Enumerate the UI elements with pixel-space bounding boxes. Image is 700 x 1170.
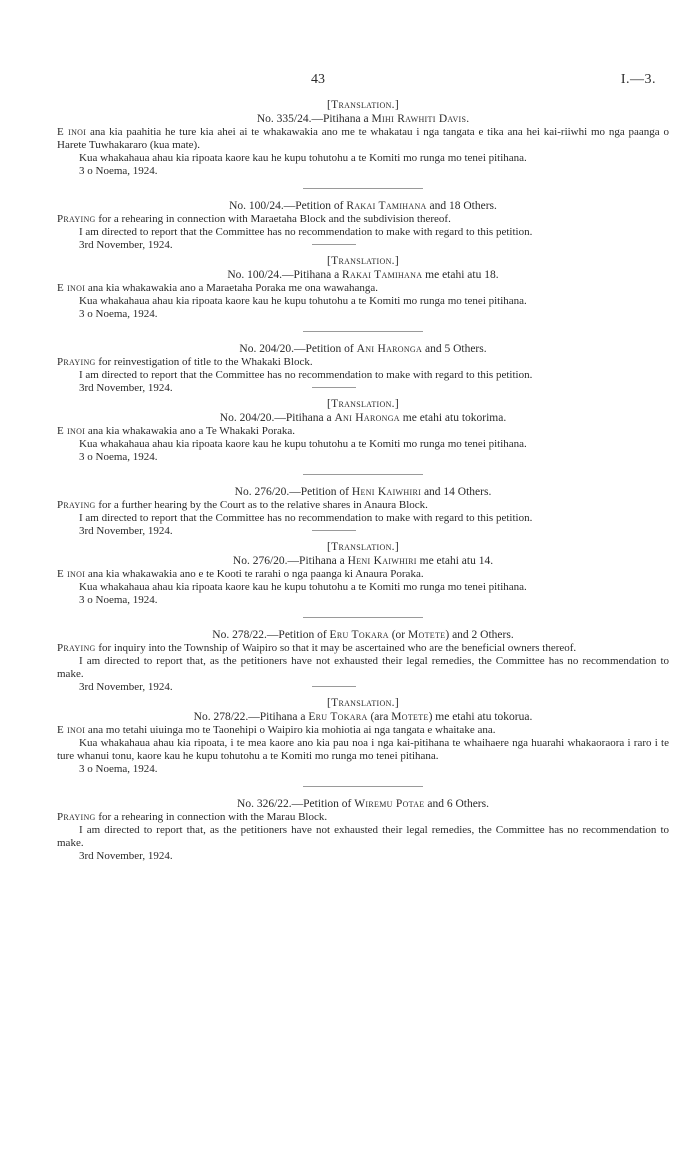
petitioner-name: Ani Haronga bbox=[334, 412, 400, 424]
report-date: 3 o Noema, 1924. bbox=[79, 451, 158, 463]
petitioner-name: Heni Kaiwhiri bbox=[347, 555, 417, 567]
short-divider bbox=[312, 244, 356, 245]
report-date: 3 o Noema, 1924. bbox=[79, 165, 158, 177]
petition-entry bbox=[57, 342, 669, 394]
petition-entry bbox=[57, 797, 669, 863]
petitioner-name: Wiremu Potae bbox=[354, 798, 425, 810]
committee-report: I am directed to report that the Committee has no recommendation to make with regard to this petition. bbox=[79, 512, 533, 524]
translation-heading: [Translation.] bbox=[327, 398, 399, 410]
committee-report: Kua whakahaua ahau kia ripoata kaore kau he kupu tohutohu a te Komiti mo runga mo tenei pitihana. bbox=[79, 152, 527, 164]
petition-entry bbox=[57, 628, 669, 693]
petition-prayer: Praying for a rehearing in connection with Maraetaha Block and the subdivision thereof. bbox=[57, 213, 451, 225]
petitioner-alias: Motete bbox=[391, 711, 429, 723]
report-date: 3 o Noema, 1924. bbox=[79, 594, 158, 606]
petition-entry bbox=[57, 485, 669, 537]
page-number: 43 bbox=[311, 72, 325, 87]
petition-prayer: Praying for reinvestigation of title to the Whakaki Block. bbox=[57, 356, 313, 368]
petitioner-name: Eru Tokara bbox=[308, 711, 368, 723]
section-divider bbox=[303, 188, 423, 189]
petition-title: No. 100/24.—Petition of Rakai Tamihana and 18 Others. bbox=[229, 200, 497, 212]
petitioner-name: Rakai Tamihana bbox=[346, 200, 427, 212]
petition-title: No. 204/20.—Pitihana a Ani Haronga me etahi atu tokorima. bbox=[219, 412, 507, 424]
committee-report: Kua whakahaua ahau kia ripoata, i te mea kaore ano kia pau noa i nga kai-pitihana te whaihaere nga huarahi whakaoraora i raro i te ture whanui tonu, kaore kau he kupu tohutohu a te Komiti mo runga mo tenei pitihana. bbox=[57, 737, 669, 762]
petitioner-name: Eru Tokara bbox=[329, 629, 389, 641]
committee-report: Kua whakahaua ahau kia ripoata kaore kau he kupu tohutohu a te Komiti mo runga mo tenei pitihana. bbox=[79, 581, 527, 593]
petition-prayer: Praying for a further hearing by the Court as to the relative shares in Anaura Block. bbox=[57, 499, 428, 511]
petition-prayer: E inoi ana kia whakawakia ano a Te Whakaki Poraka. bbox=[57, 425, 296, 437]
page-reference: I.—3. bbox=[620, 72, 656, 87]
translation-heading: [Translation.] bbox=[327, 99, 399, 111]
petition-title: No. 326/22.—Petition of Wiremu Potae and 6 Others. bbox=[237, 798, 489, 810]
committee-report: I am directed to report that the Committee has no recommendation to make with regard to this petition. bbox=[79, 226, 533, 238]
section-divider bbox=[303, 474, 423, 475]
petitioner-name: Mihi Rawhiti Davis bbox=[371, 113, 467, 125]
committee-report: I am directed to report that the Committee has no recommendation to make with regard to this petition. bbox=[79, 369, 533, 381]
petition-entry bbox=[57, 696, 669, 776]
petition-title: No. 276/20.—Petition of Heni Kaiwhiri and 14 Others. bbox=[234, 486, 492, 498]
petition-entry bbox=[57, 540, 669, 607]
translation-heading: [Translation.] bbox=[327, 541, 399, 553]
petition-entry bbox=[57, 199, 669, 251]
petitioner-alias: Motete bbox=[408, 629, 446, 641]
report-date: 3rd November, 1924. bbox=[79, 525, 173, 537]
petition-title: No. 100/24.—Pitihana a Rakai Tamihana me etahi atu 18. bbox=[227, 269, 499, 281]
petition-title: No. 278/22.—Petition of Eru Tokara (or Motete) and 2 Others. bbox=[212, 629, 514, 641]
petition-prayer: E inoi ana kia whakawakia ano e te Kooti te rarahi o nga paanga ki Anaura Poraka. bbox=[57, 568, 424, 580]
committee-report: Kua whakahaua ahau kia ripoata kaore kau he kupu tohutohu a te Komiti mo runga mo tenei pitihana. bbox=[79, 438, 527, 450]
committee-report: Kua whakahaua ahau kia ripoata kaore kau he kupu tohutohu a te Komiti mo runga mo tenei pitihana. bbox=[79, 295, 527, 307]
translation-heading: [Translation.] bbox=[327, 255, 399, 267]
petitioner-name: Rakai Tamihana bbox=[342, 269, 423, 281]
page-header bbox=[0, 72, 700, 92]
report-date: 3rd November, 1924. bbox=[79, 850, 173, 862]
petition-prayer: Praying for a rehearing in connection with the Marau Block. bbox=[57, 811, 328, 823]
petition-entry bbox=[57, 397, 669, 464]
petition-title: No. 276/20.—Pitihana a Heni Kaiwhiri me etahi atu 14. bbox=[232, 555, 494, 567]
petitioner-name: Ani Haronga bbox=[356, 343, 423, 355]
short-divider bbox=[312, 530, 356, 531]
petition-entry bbox=[57, 254, 669, 321]
petition-title: No. 335/24.—Pitihana a Mihi Rawhiti Davis. bbox=[256, 113, 470, 125]
short-divider bbox=[312, 686, 356, 687]
report-date: 3rd November, 1924. bbox=[79, 681, 173, 693]
petitions-content bbox=[57, 98, 669, 863]
report-date: 3rd November, 1924. bbox=[79, 239, 173, 251]
report-date: 3 o Noema, 1924. bbox=[79, 763, 158, 775]
translation-heading: [Translation.] bbox=[327, 697, 399, 709]
section-divider bbox=[303, 617, 423, 618]
section-divider bbox=[303, 331, 423, 332]
section-divider bbox=[303, 786, 423, 787]
report-date: 3 o Noema, 1924. bbox=[79, 308, 158, 320]
petition-prayer: Praying for inquiry into the Township of Waipiro so that it may be ascertained who are the beneficial owners thereof. bbox=[57, 642, 577, 654]
report-date: 3rd November, 1924. bbox=[79, 382, 173, 394]
short-divider bbox=[312, 387, 356, 388]
petition-prayer: E inoi ana kia whakawakia ano a Maraetaha Poraka me ona wawahanga. bbox=[57, 282, 379, 294]
committee-report: I am directed to report that, as the petitioners have not exhausted their legal remedies, the Committee has no recommendation to make. bbox=[57, 824, 669, 849]
petition-prayer: E inoi ana mo tetahi uiuinga mo te Taonehipi o Waipiro kia mohiotia ai nga tangata e whaitake ana. bbox=[57, 724, 496, 736]
committee-report: I am directed to report that, as the petitioners have not exhausted their legal remedies, the Committee has no recommendation to make. bbox=[57, 655, 669, 680]
petitioner-name: Heni Kaiwhiri bbox=[351, 486, 422, 498]
petition-title: No. 204/20.—Petition of Ani Haronga and 5 Others. bbox=[239, 343, 487, 355]
petition-title: No. 278/22.—Pitihana a Eru Tokara (ara Motete) me etahi atu tokorua. bbox=[193, 711, 533, 723]
petition-prayer: E inoi ana kia paahitia he ture kia ahei ai te whakawakia ano me te whakatau i nga tangata e tika ana hei kai-riiwhi mo nga paanga o Harete Tuwhakararo (kua mate). bbox=[57, 126, 669, 151]
petition-entry bbox=[57, 98, 669, 178]
